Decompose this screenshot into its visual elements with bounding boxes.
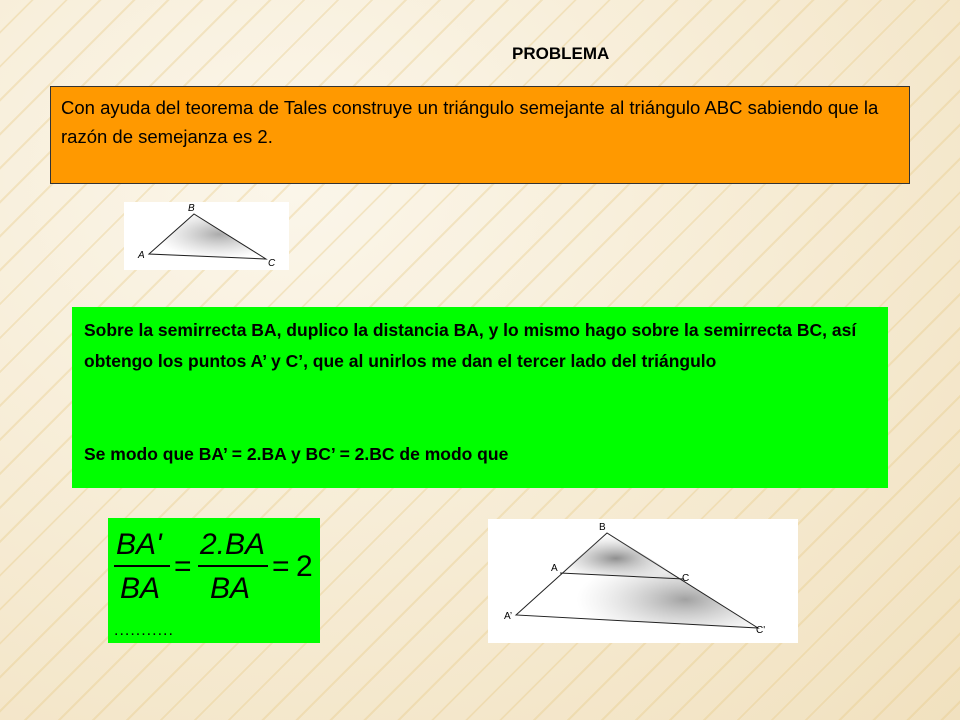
equals-sign-2: = [272,550,290,583]
relation-text: Se modo que BA’ = 2.BA y BC’ = 2.BC de modo que [84,444,509,464]
problem-statement: Con ayuda del teorema de Tales construye un triángulo semejante al triángulo ABC sabiendo que la razón de semejanza es 2. [50,86,910,184]
triangle-construction-figure [488,519,798,643]
big-label-a: A [551,563,558,574]
label-b: B [188,203,195,214]
explanation-text: Sobre la semirrecta BA, duplico la distancia BA, y lo mismo hago sobre la semirrecta BC, así obtengo los puntos A’ y C’, que al unirlos me dan el tercer lado del triángulo [84,320,857,371]
label-a: A [138,250,145,261]
formula-dots: ........... [114,622,174,639]
big-label-c: C [682,573,690,584]
equals-sign-1: = [174,550,192,583]
fraction1-numerator: BA' [116,528,162,561]
big-label-a-prime: A’ [504,611,513,622]
fraction2-numerator: 2.BA [200,528,266,561]
formula-result: 2 [296,550,313,583]
big-label-b: B [599,522,606,533]
label-c: C [268,258,276,269]
fraction1-denominator: BA [120,572,161,605]
explanation-box [72,307,888,488]
slide-title: PROBLEMA [512,44,610,63]
formula-box [108,518,320,643]
fraction2-denominator: BA [210,572,251,605]
big-label-c-prime: C' [756,625,766,636]
triangle-abc-figure [124,202,289,270]
